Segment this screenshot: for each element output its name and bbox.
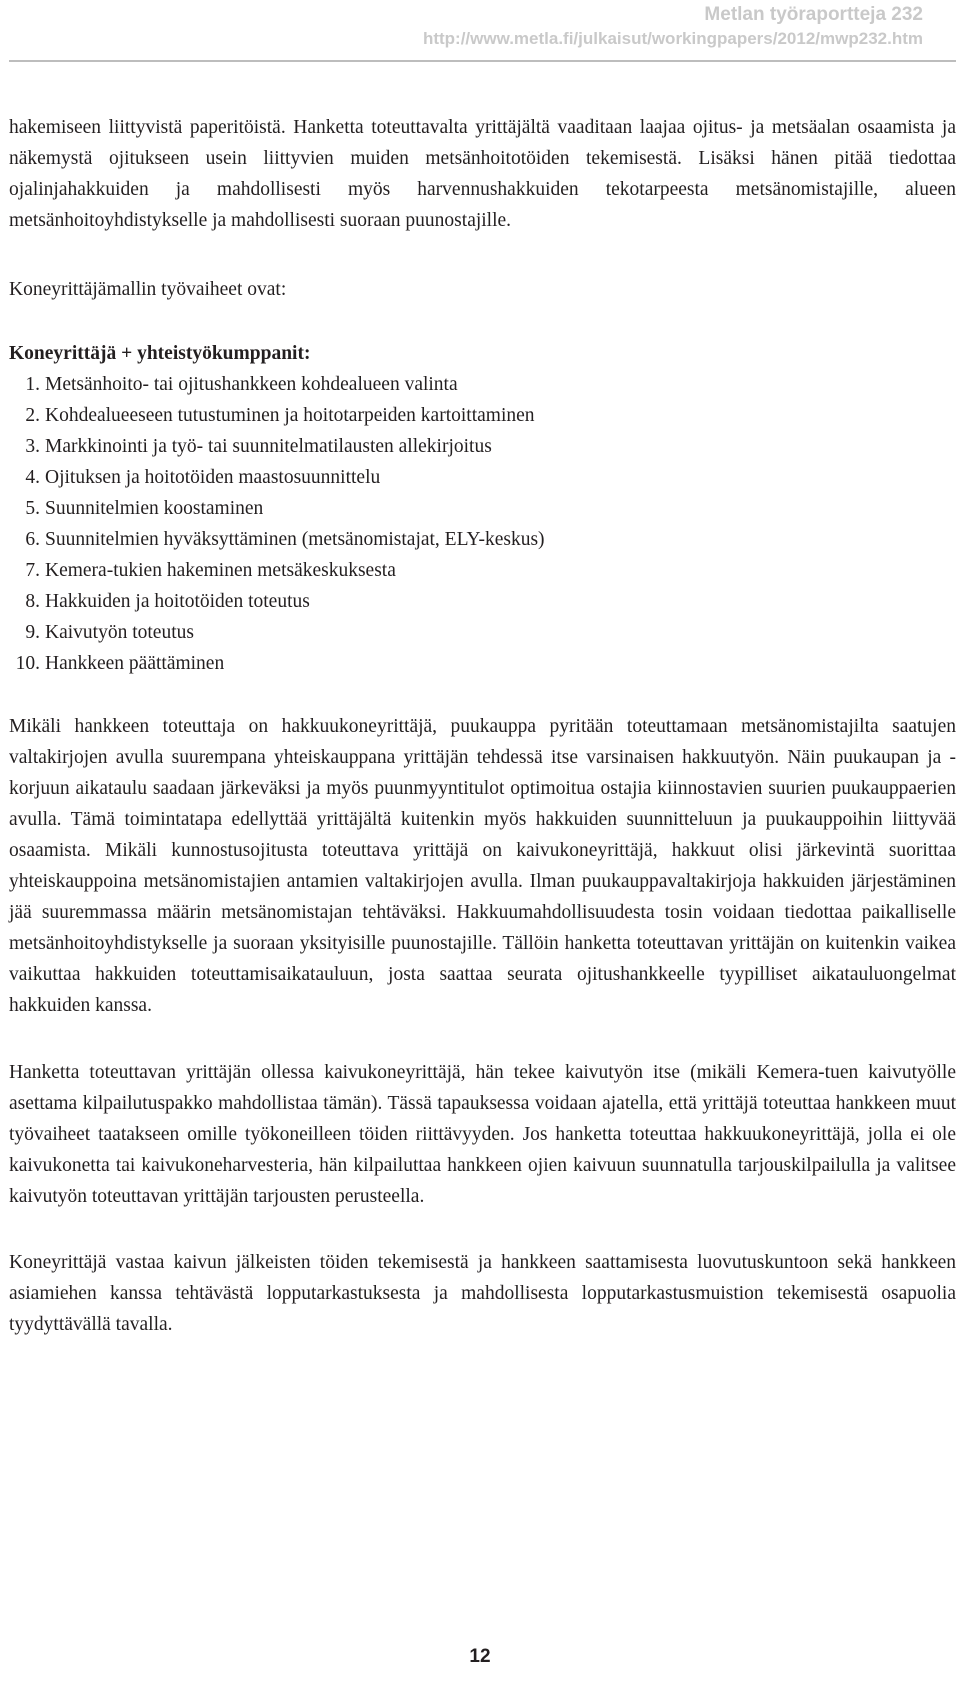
steps-intro: Koneyrittäjämallin työvaiheet ovat: [9, 279, 287, 300]
list-item [9, 524, 956, 555]
step-text: Kohdealueeseen tutustuminen ja hoitotarpeiden kartoittaminen [45, 405, 535, 426]
running-header [423, 4, 923, 52]
step-text: Suunnitelmien hyväksyttäminen (metsänomistajat, ELY-keskus) [45, 529, 545, 550]
step-number: 4. [25, 467, 40, 488]
series-title: Metlan työraportteja 232 [704, 4, 923, 25]
list-item [9, 555, 956, 586]
list-item [9, 648, 956, 679]
list-item [9, 493, 956, 524]
step-number: 9. [25, 622, 40, 643]
step-text: Hakkuiden ja hoitotöiden toteutus [45, 591, 310, 612]
step-text: Markkinointi ja työ- tai suunnitelmatilausten allekirjoitus [45, 436, 492, 457]
step-text: Ojituksen ja hoitotöiden maastosuunnittelu [45, 467, 381, 488]
body-paragraph-2: Mikäli hankkeen toteuttaja on hakkuukoneyrittäjä, puukauppa pyritään toteuttamaan metsänomistajilta saatujen valtakirjojen avulla suurempana yhteiskauppana yrittäjän tehdessä itse varsinaisen hakkuutyön. Näin puukaupan ja -korjuun aikataulu saadaan järkeväksi ja myös puunmyyntitulot optimoitua ostajia kiinnostavien suurien puukauppaerien avulla. Tämä toimintatapa edellyttää yrittäjältä kuitenkin myös hakkuiden suunnitteluun ja puukauppoihin liittyvää osaamista. Mikäli kunnostusojitusta toteuttava yrittäjä on kaivukoneyrittäjä, hakkuut olisi järkevintä suorittaa yhteiskauppoina metsänomistajien antamien valtakirjojen avulla. Ilman puukauppavaltakirjoja hakkuiden järjestäminen jää suuremmassa määrin metsänomistajan tehtäväksi. Hakkuumahdollisuudesta tosin voidaan tiedottaa paikalliselle metsänhoitoyhdistykselle ja suoraan yksityisille puunostajille. Tällöin hanketta toteuttavan yrittäjän on kuitenkin vaikea vaikuttaa hakkuiden toteuttamisaikatauluun, josta saattaa seurata ojitushankkeelle tyypilliset aikatauluongelmat hakkuiden kanssa. [9, 716, 956, 1016]
step-number: 3. [25, 436, 40, 457]
step-number: 7. [25, 560, 40, 581]
list-item [9, 586, 956, 617]
step-text: Kemera-tukien hakeminen metsäkeskuksesta [45, 560, 396, 581]
body-paragraph-3: Hanketta toteuttavan yrittäjän ollessa kaivukoneyrittäjä, hän tekee kaivutyön itse (mikäli Kemera-tuen kaivutyölle asettama kilpailutuspakko mahdollistaa tämän). Tässä tapauksessa voidaan ajatella, että yrittäjä toteuttaa hankkeen muut työvaiheet taatakseen omille työkoneilleen töiden riittävyyden. Jos hanketta toteuttaa hakkuukoneyrittäjä, jolla ei ole kaivukonetta tai kaivukoneharvesteria, hän kilpailuttaa hankkeen ojien kaivuun suunnatulla tarjouskilpailulla ja valitsee kaivutyön toteuttavan yrittäjän tarjousten perusteella. [9, 1062, 956, 1207]
step-number: 8. [25, 591, 40, 612]
step-text: Hankkeen päättäminen [45, 653, 225, 674]
list-item [9, 617, 956, 648]
list-item [9, 462, 956, 493]
header-divider [9, 60, 956, 62]
steps-subheading: Koneyrittäjä + yhteistyökumppanit: [9, 343, 311, 364]
step-number: 2. [25, 405, 40, 426]
page-body [9, 112, 956, 1340]
step-number: 1. [25, 374, 40, 395]
step-text: Suunnitelmien koostaminen [45, 498, 264, 519]
page-number: 12 [469, 1646, 491, 1667]
list-item [9, 369, 956, 400]
list-item [9, 400, 956, 431]
body-paragraph-4: Koneyrittäjä vastaa kaivun jälkeisten töiden tekemisestä ja hankkeen saattamisesta luovutuskuntoon sekä hankkeen asiamiehen kanssa tehtävästä lopputarkastuksesta ja mahdollisesta lopputarkastusmuistion tekemisestä osapuolia tyydyttävällä tavalla. [9, 1252, 956, 1335]
publication-url[interactable]: http://www.metla.fi/julkaisut/workingpapers/2012/mwp232.htm [422, 29, 923, 48]
step-text: Kaivutyön toteutus [45, 622, 194, 643]
step-number: 10. [15, 653, 40, 674]
step-number: 6. [25, 529, 40, 550]
work-steps-list [9, 369, 956, 679]
step-number: 5. [25, 498, 40, 519]
step-text: Metsänhoito- tai ojitushankkeen kohdealueen valinta [45, 374, 458, 395]
body-paragraph-1: hakemiseen liittyvistä paperitöistä. Hanketta toteuttavalta yrittäjältä vaaditaan laajaa ojitus- ja metsäalan osaamista ja näkemystä ojitukseen usein liittyvien muiden metsänhoitotöiden tekemisestä. Lisäksi hänen pitää tiedottaa ojalinjahakkuiden ja mahdollisesti myös harvennushakkuiden tekotarpeesta metsänomistajille, alueen metsänhoitoyhdistykselle ja mahdollisesti suoraan puunostajille. [9, 117, 956, 231]
list-item [9, 431, 956, 462]
